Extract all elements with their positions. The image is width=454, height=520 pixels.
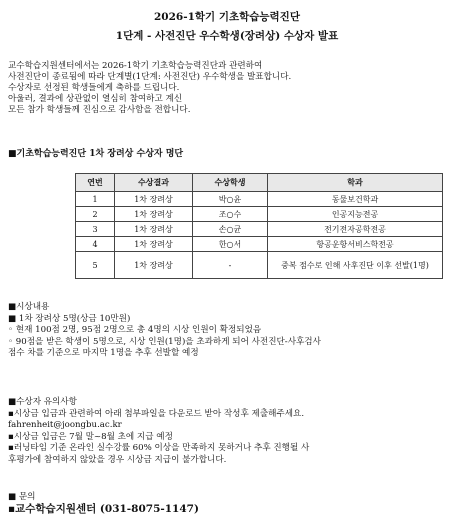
column-header-student: 수상학생: [193, 174, 268, 192]
prize-line: 점수 차를 기준으로 마지막 1명을 추후 선발할 예정: [8, 348, 199, 358]
row-number: 4: [76, 237, 115, 252]
page-title: 2026-1학기 기초학습능력진단: [154, 11, 300, 23]
notice-heading: ■수상자 유의사항: [8, 397, 77, 407]
intro-line: 수상자로 선정된 학생들에게 축하를 드립니다.: [8, 83, 180, 93]
intro-line: 사전진단이 종료됨에 따라 단계별(1단계: 사전진단) 우수학생을 발표합니다.: [8, 72, 292, 82]
table-row: [76, 252, 443, 279]
row-result: 1차 장려상: [115, 207, 193, 222]
notice-line: 후평가에 참여하지 않았을 경우 시상금 지급이 불가합니다.: [8, 454, 227, 465]
winners-table: [75, 173, 443, 279]
contact-heading: ■ 문의: [8, 492, 36, 502]
table-row: [76, 222, 443, 237]
page-subtitle: 1단계 - 사전진단 우수학생(장려상) 수상자 발표: [115, 30, 339, 42]
column-header-department: 학과: [268, 174, 443, 192]
row-result: 1차 장려상: [115, 192, 193, 207]
row-department: 항공운항서비스학전공: [268, 237, 443, 252]
notice-line: ▪시상금 입금은 7월 말~8월 초에 지급 예정: [8, 431, 173, 442]
row-student: 한○서: [193, 237, 268, 252]
row-result: 1차 장려상: [115, 222, 193, 237]
row-result: 1차 장려상: [115, 252, 193, 279]
prize-line: ◦ 현재 100점 2명, 95점 2명으로 총 4명의 시상 인원이 확정되었음: [8, 325, 262, 335]
row-number: 5: [76, 252, 115, 279]
contact-section: [8, 492, 452, 515]
table-header-row: [76, 174, 443, 192]
intro-line: 아울러, 결과에 상관없이 열심히 참여하고 계신: [8, 94, 183, 104]
winners-heading: ■기초학습능력진단 1차 장려상 수상자 명단: [8, 149, 184, 159]
row-student: 박○윤: [193, 192, 268, 207]
prize-heading: ■시상내용: [8, 302, 50, 312]
row-student: -: [193, 252, 268, 279]
column-header-number: 연번: [76, 174, 115, 192]
prize-line: ◦ 90점을 받은 학생이 5명으로, 시상 인원(1명)을 초과하게 되어 사전진단-사후검사: [8, 336, 321, 347]
intro-line: 교수학습지원센터에서는 2026-1학기 기초학습능력진단과 관련하여: [8, 61, 263, 71]
row-department: 중복 점수로 인해 사후진단 이후 선발(1명): [268, 252, 443, 279]
table-row: [76, 207, 443, 222]
row-number: 1: [76, 192, 115, 207]
notice-line: ▪시상금 입금과 관련하여 아래 첨부파일을 다운로드 받아 작성후 제출해주세요.: [8, 408, 305, 419]
row-department: 전기전자공학전공: [268, 222, 443, 237]
table-row: [76, 237, 443, 252]
intro-paragraph: [8, 61, 452, 116]
column-header-result: 수상결과: [115, 174, 193, 192]
email-link[interactable]: fahrenheit@joongbu.ac.kr: [8, 420, 122, 430]
intro-line: 모든 참가 학생들께 진심으로 감사함을 전합니다.: [8, 105, 191, 115]
prize-line: ■ 1차 장려상 5명(상금 10만원): [8, 313, 131, 324]
row-department: 동물보건학과: [268, 192, 443, 207]
row-department: 인공지능전공: [268, 207, 443, 222]
row-result: 1차 장려상: [115, 237, 193, 252]
row-number: 3: [76, 222, 115, 237]
prize-section: [8, 302, 452, 360]
row-number: 2: [76, 207, 115, 222]
row-student: 조○수: [193, 207, 268, 222]
row-student: 손○균: [193, 222, 268, 237]
contact-line: ▪교수학습지원센터 (031-8075-1147): [8, 502, 199, 515]
notice-section: [8, 397, 452, 466]
table-row: [76, 192, 443, 207]
notice-line: ▪러닝타임 기준 온라인 실수강률 60% 이상을 만족하지 못하거나 추후 진행될 사: [8, 443, 310, 453]
